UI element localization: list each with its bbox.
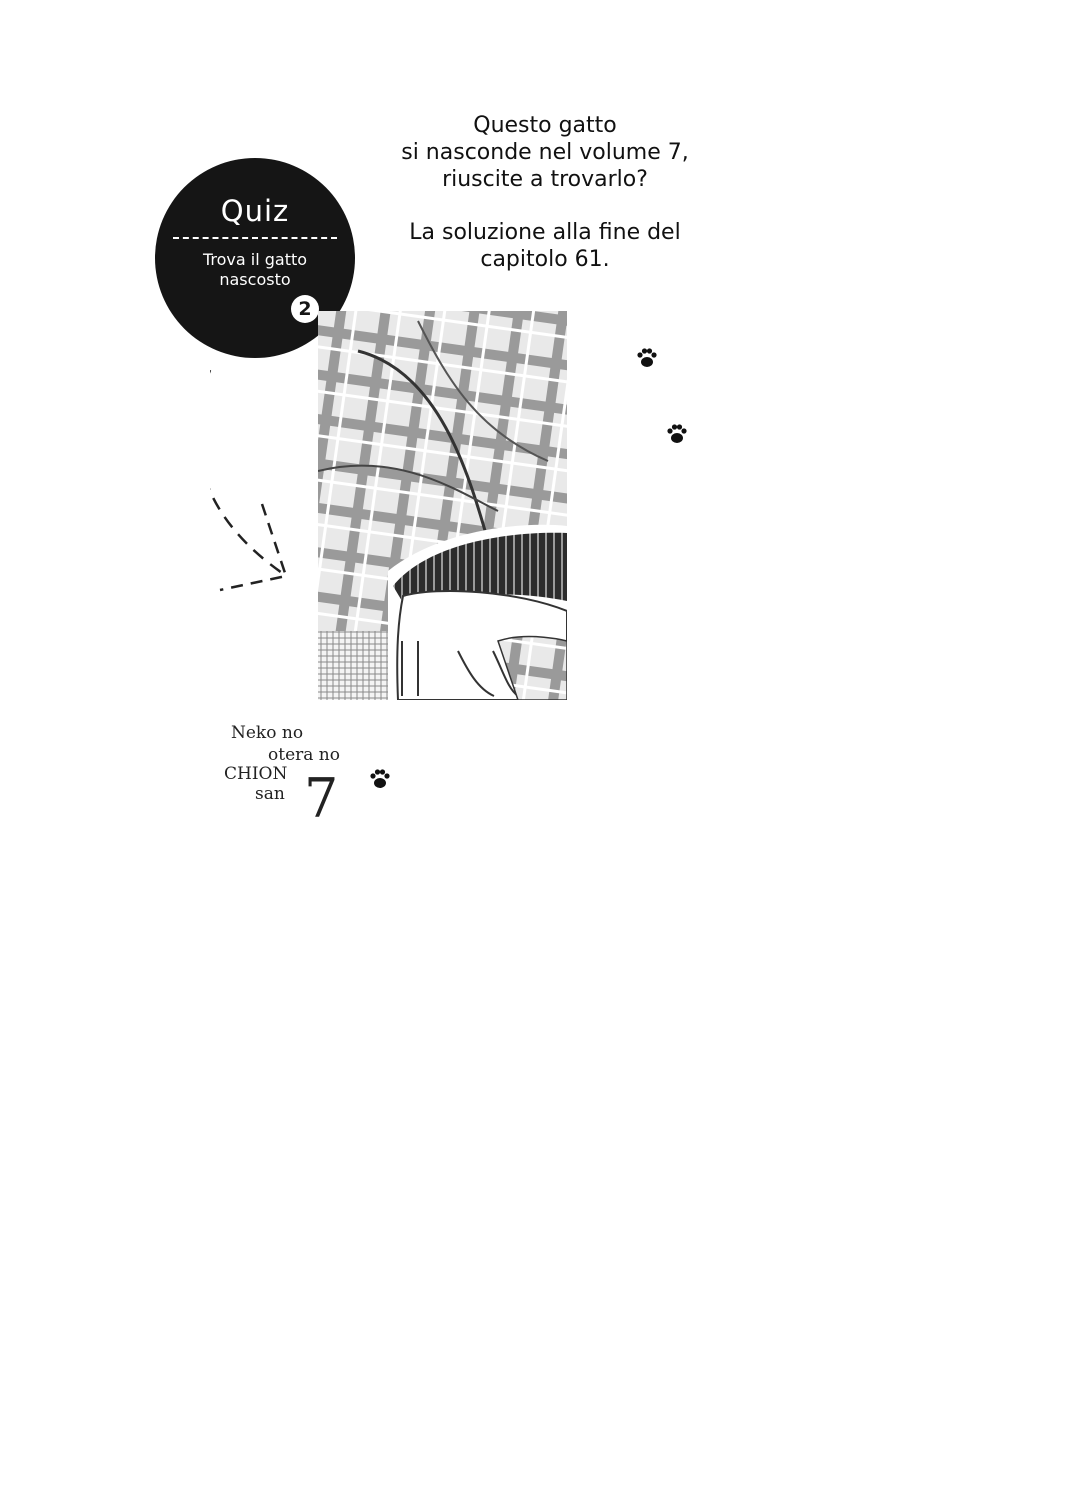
paw-print-icon	[635, 346, 659, 370]
book-title-line: san	[255, 784, 285, 804]
instructions-line: si nasconde nel volume 7,	[401, 140, 689, 165]
instructions	[380, 112, 710, 273]
book-title-line: otera no	[268, 745, 340, 765]
quiz-divider	[173, 237, 337, 239]
hidden-cat-illustration	[318, 311, 567, 700]
illustration-panel	[318, 311, 567, 700]
volume-number: 7	[304, 767, 339, 830]
instructions-line: riuscite a trovarlo?	[442, 167, 648, 192]
book-title-line: Neko no	[231, 723, 304, 743]
quiz-subtitle	[175, 250, 335, 290]
paw-print-icon	[368, 767, 392, 791]
paw-print-icon	[665, 422, 689, 446]
instructions-line: capitolo 61.	[480, 247, 610, 272]
quiz-subtitle-line: nascosto	[219, 270, 291, 289]
instructions-line: La soluzione alla fine del	[409, 220, 681, 245]
quiz-number-badge: 2	[291, 295, 319, 323]
dashed-arrow-icon	[210, 360, 330, 600]
quiz-subtitle-line: Trova il gatto	[202, 250, 308, 269]
instructions-line: Questo gatto	[473, 113, 617, 138]
book-title-line: CHION	[224, 764, 288, 784]
quiz-title: Quiz	[220, 194, 290, 228]
